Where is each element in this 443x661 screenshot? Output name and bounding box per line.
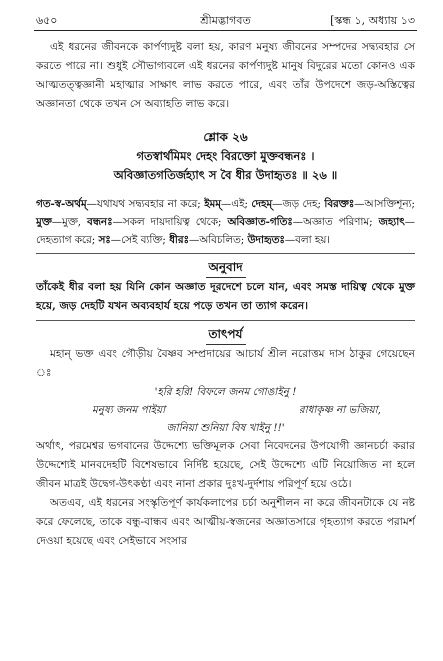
synonym-term: মুক্ত (36, 216, 52, 228)
synonym-meaning: জড় দেহ; (282, 198, 321, 210)
synonym-term: সঃ (98, 234, 111, 246)
page-content (36, 38, 415, 551)
synonym-meaning: অবিচলিত; (199, 234, 245, 246)
verse-text (36, 147, 415, 185)
running-header (36, 12, 415, 28)
purport-intro: মহান্ ভক্ত এবং গৌড়ীয় বৈষ্ণব সম্প্রদায়ের আচার্য শ্রীল নরোত্তম দাস ঠাকুর গেয়েছেন ঃ (36, 348, 415, 379)
synonym-term: বিরক্তঃ (324, 198, 355, 210)
synonym-meaning: সকল দায়দায়িত্ব থেকে; (122, 216, 222, 228)
translation-text: তাঁকেই ধীর বলা হয় যিনি কোন অজ্ঞাত দূরদেশে চলে যান, এবং সমস্ত দায়িত্ব থেকে মুক্ত হয়ে, জড় দেহটি যখন অব্যবহার্য হয়ে পড়ে তখন তা ত্যাগ করেন। (36, 281, 415, 312)
verse-heading: শ্লোক ২৬ (203, 130, 248, 144)
header-divider (34, 30, 417, 31)
section-divider (36, 320, 415, 321)
synonym-term: ধীরঃ (169, 234, 189, 246)
song-line (36, 401, 415, 419)
song-line-part: মনুষ্য জনম পাইয়া (92, 404, 166, 416)
synonym-meaning: অজ্ঞাত পরিণাম; (303, 216, 373, 228)
synonym-term: অবিজ্ঞাত-গতিঃ (227, 216, 293, 228)
verse-line: অবিজ্ঞাতগতির্জহ্যাৎ স বৈ ধীর উদাহৃতঃ ॥ ২৬ ॥ (113, 168, 338, 182)
synonym-meaning: সেই ব্যক্তি; (121, 234, 166, 246)
song-line-part: রাধাকৃষ্ণ না ভজিয়া, (298, 404, 381, 416)
synonym-meaning: দেহত্যাগ করে; (36, 234, 96, 246)
book-title: শ্রীমদ্ভাগবত (200, 14, 251, 27)
synonym-meaning: যথাযথ সদ্ব্যবহার না করে; (96, 198, 201, 210)
chapter-reference: [স্কন্ধ ১, অধ্যায় ১৩ (330, 14, 415, 27)
synonym-term: বন্ধনঃ (87, 216, 113, 228)
synonym-meaning: এই; (231, 198, 248, 210)
synonym-term: দেহম্ (251, 198, 273, 210)
song-line: 'হরি হরি! বিফলে জনম গোঙাইনু ! (154, 386, 297, 398)
song-line: জানিয়া শুনিয়া বিষ খাইনু !!' (166, 422, 285, 434)
section-divider (36, 253, 415, 254)
synonym-term: জহ্যাৎ (378, 216, 405, 228)
translation-heading: অনুবাদ (208, 260, 243, 274)
purport-paragraph: অতএব, এই ধরনের সংস্কৃতিপূর্ণ কার্যকলাপের চর্চা অনুশীলন না করে জীবনটাকে যে নষ্ট করে ফেলেছে, তাকে বন্ধু-বান্ধব এবং আত্মীয়-স্বজনের অজ্ঞাতসারে গৃহত্যাগ করতে পরামর্শ দেওয়া হয়েছে এবং সেইভাবে সংসার (36, 497, 415, 547)
purport-paragraph: অর্থাৎ, পরমেশ্বর ভগবানের উদ্দেশ্যে ভক্তিমূলক সেবা নিবেদনের উপযোগী জ্ঞানচর্চা করার উদ্দেশ্যেই মানবদেহটি বিশেষভাবে নির্দিষ্ট হয়েছে, সেই উদ্দেশ্যে এটি নিয়োজিত না হলে জীবন মাত্রই উদ্বেগ-উৎকণ্ঠা এবং নানা প্রকার দুঃখ-দুর্দশায় পরিপূর্ণ হয়ে ওঠে। (36, 440, 415, 490)
synonym-term: ইমম্ (204, 198, 221, 210)
synonym-meaning: আসক্তিশূন্য; (364, 198, 415, 210)
synonyms: গত-স্ব-অর্থম্—যথাযথ সদ্ব্যবহার না করে; ইমম্—এই; দেহম্—জড় দেহ; বিরক্তঃ—আসক্তিশূন্য; মুক্ত—মুক্ত, বন্ধনঃ—সকল দায়দায়িত্ব থেকে; অবিজ্ঞাত-গতিঃ—অজ্ঞাত পরিণাম; জহ্যাৎ—দেহত্যাগ করে; সঃ—সেই ব্যক্তি; ধীরঃ—অবিচলিত; উদাহৃতঃ—বলা হয়। (36, 198, 416, 246)
song-quote (36, 383, 415, 437)
verse-line: গতস্বার্থমিমং দেহং বিরক্তো মুক্তবন্ধনঃ । (136, 149, 315, 163)
synonym-meaning: বলা হয়। (295, 234, 330, 246)
synonym-term: উদাহৃতঃ (247, 234, 285, 246)
intro-paragraph: এই ধরনের জীবনকে কার্পণ্যদুষ্ট বলা হয়, কারণ মনুষ্য জীবনের সম্পদের সদ্ব্যবহার সে করতে পারে না। শুধুই সৌভাগ্যবলে এই ধরনের কার্পণ্যদুষ্ট মানুষ বিদুরের মতো কোনও এক আত্মতত্ত্বজ্ঞানী মহাত্মার সাক্ষাৎ লাভ করতে পারে, এবং তাঁর উপদেশে জড়-অস্তিত্বের অজ্ঞানতা থেকে তখন সে অব্যাহতি লাভ করে। (36, 41, 415, 110)
page-number: ৬৫০ (36, 14, 58, 27)
synonym-meaning: মুক্ত, (62, 216, 82, 228)
synonym-term: গত-স্ব-অর্থম্ (36, 198, 87, 210)
purport-heading: তাৎপর্য (208, 327, 243, 341)
